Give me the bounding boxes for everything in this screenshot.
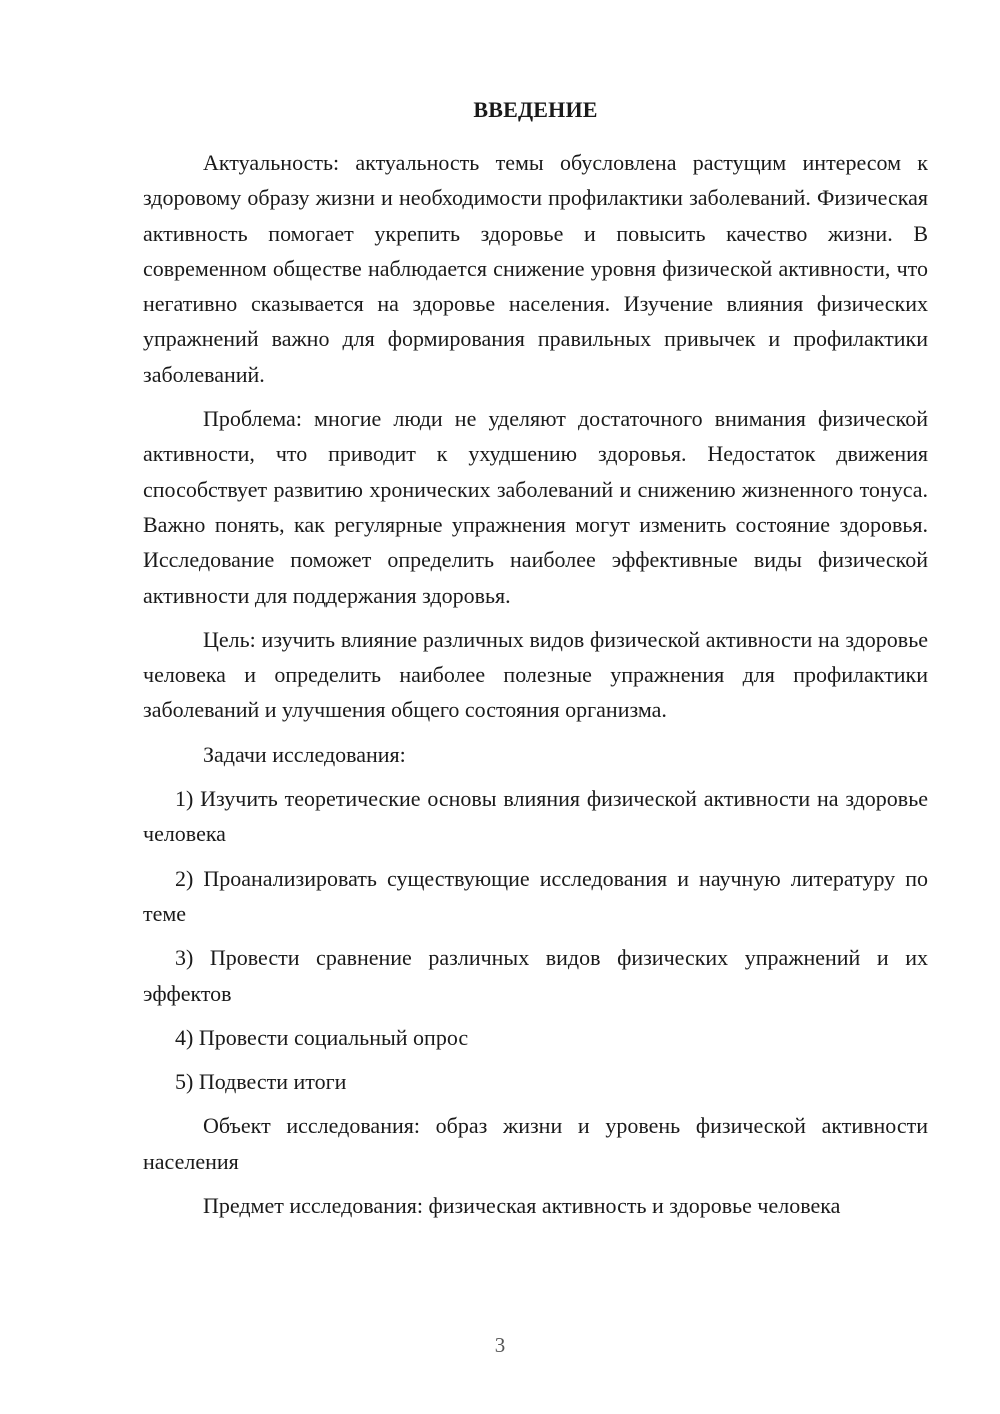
paragraph-relevance: Актуальность: актуальность темы обусловлена растущим интересом к здоровому образу жизни и необходимости профилактики заболеваний. Физическая активность помогает укрепить здоровье и повысить качество жизни. В современном обществе наблюдается снижение уровня физической активности, что негативно сказывается на здоровье населения. Изучение влияния физических упражнений важно для формирования правильных привычек и профилактики заболеваний. [143,150,928,387]
body-text [143,145,928,1232]
page-number: 3 [494,1333,506,1357]
task-item-2: 2) Проанализировать существующие исследования и научную литературу по теме [143,865,928,926]
task-item-4: 4) Провести социальный опрос [175,1024,469,1050]
task-item-1: 1) Изучить теоретические основы влияния физической активности на здоровье человека [143,786,928,847]
research-subject: Предмет исследования: физическая активность и здоровье человека [203,1193,841,1219]
research-object: Объект исследования: образ жизни и уровень физической активности населения [143,1113,928,1174]
task-item-3: 3) Провести сравнение различных видов физических упражнений и их эффектов [143,945,928,1006]
tasks-heading: Задачи исследования: [203,741,406,767]
paragraph-problem: Проблема: многие люди не уделяют достаточного внимания физической активности, что приводит к ухудшению здоровья. Недостаток движения способствует развитию хронических заболеваний и снижению жизненного тонуса. Важно понять, как регулярные упражнения могут изменить состояние здоровья. Исследование поможет определить наиболее эффективные виды физической активности для поддержания здоровья. [143,406,928,608]
section-title: ВВЕДЕНИЕ [473,97,598,122]
task-item-5: 5) Подвести итоги [175,1069,347,1095]
paragraph-goal: Цель: изучить влияние различных видов физической активности на здоровье человека и определить наиболее полезные упражнения для профилактики заболеваний и улучшения общего состояния организма. [143,626,928,723]
